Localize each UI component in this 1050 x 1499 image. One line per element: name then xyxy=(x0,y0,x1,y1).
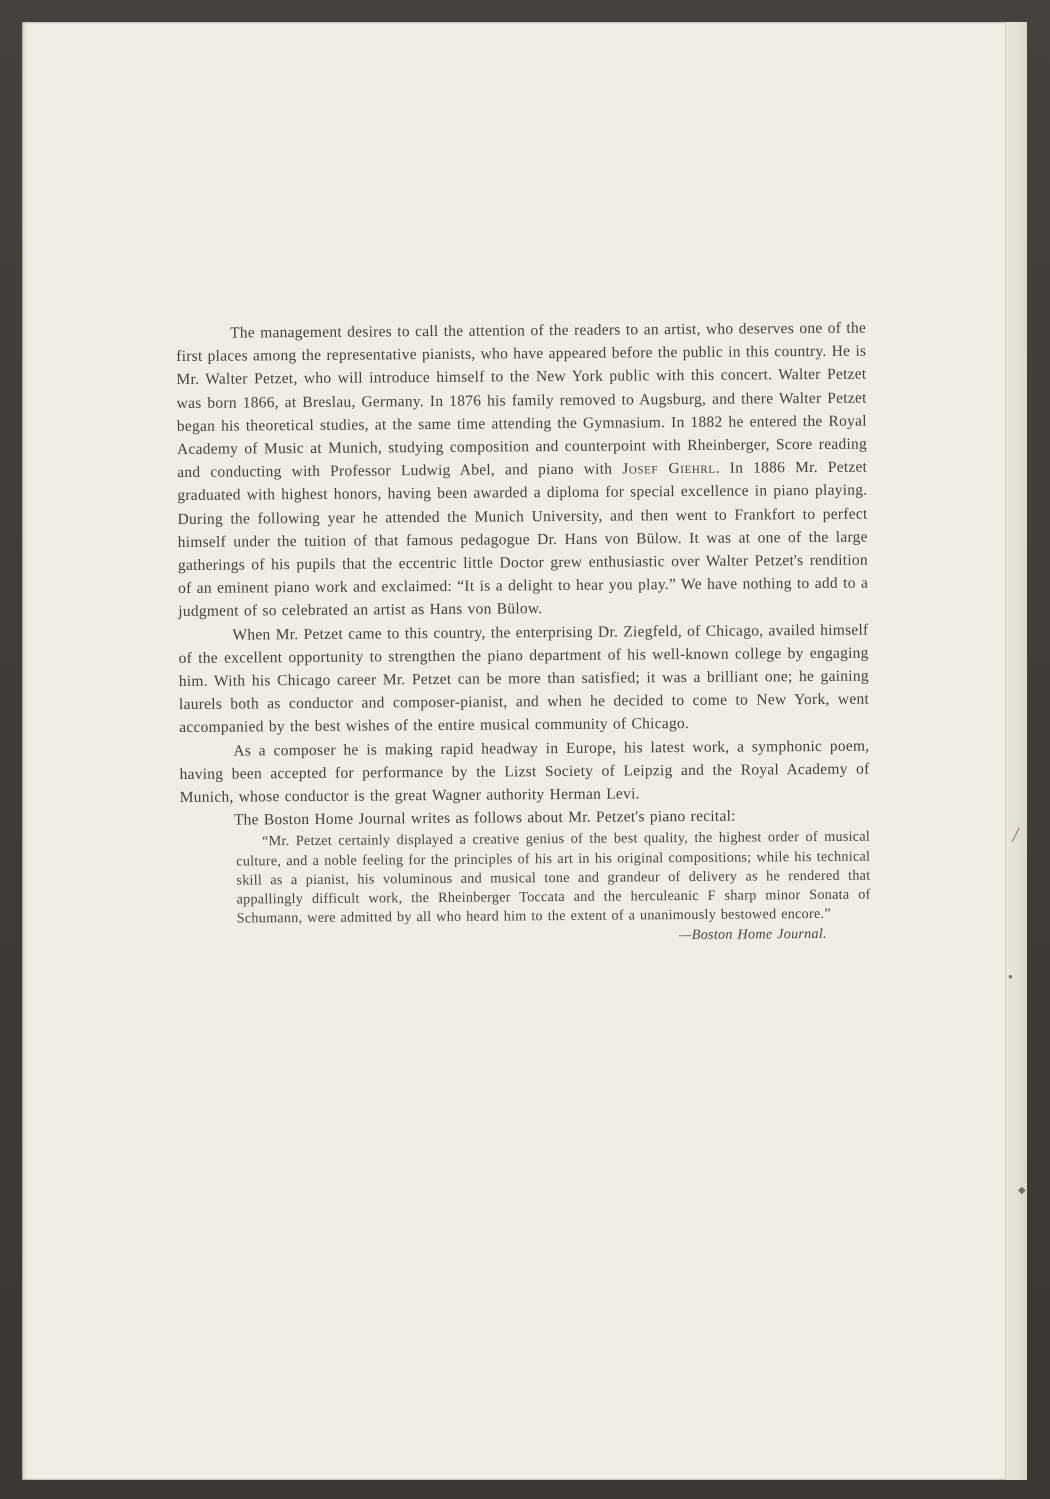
teacher-name: Josef Giehrl xyxy=(622,459,716,478)
quote-attribution: —Boston Home Journal. xyxy=(678,926,827,944)
paragraph-text: . In 1886 Mr. Petzet graduated with highest honors, having been awarded a diploma for special excellence in piano playing. During the following year he attended the Munich University, and then went to Frankfort to perfect himself under the tuition of that famous pedagogue Dr. Hans von Bülow. It was at one of the large gatherings of his pupils that the eccentric little Doctor grew enthusiastic over Walter Petzet's rendition of an eminent piano work and exclaimed: “It is a delight to hear you play.” We have nothing to add to a judgment of so celebrated an artist as Hans von Bülow. xyxy=(177,458,869,621)
paper-fold-strip xyxy=(1005,22,1027,1480)
quote-introduction: The Boston Home Journal writes as follows about Mr. Petzet's piano recital: xyxy=(233,807,736,829)
paragraph-biography xyxy=(176,317,868,624)
paper-shadow-edge xyxy=(22,22,28,1480)
paragraph-text: The management desires to call the attention of the readers to an artist, who deserves one of the first places among the representative pianists, who have appeared before the public in this country. He is Mr. Walter Petzet, who will introduce himself to the New York public with this concert. Walter Petzet was born 1866, at Breslau, Germany. In 1876 his family removed to Augsburg, and there Walter Petzet began his theoretical studies, at the same time attending the Gymnasium. In 1882 he entered the Royal Academy of Music at Munich, studying composition and counterpoint with Rheinberger, Score reading and conducting with Professor Ludwig Abel, and piano with xyxy=(176,319,868,482)
article-body xyxy=(176,317,871,950)
press-quote: “Mr. Petzet certainly displayed a creative genius of the best quality, the highest order of musical culture, and a noble feeling for the principles of his art in his original compositions; while his technical skill as a pianist, his voluminous and musical tone and grandeur of delivery as he rendered that appallingly difficult work, the Rheinberger Toccata and the herculeanic F sharp minor Sonata of Schumann, were admitted by all who heard him to the extent of a unanimously bestowed encore.” xyxy=(236,829,871,927)
paragraph-chicago: When Mr. Petzet came to this country, the enterprising Dr. Ziegfeld, of Chicago, availed himself of the excellent opportunity to strengthen the piano department of his well-known college by engaging him. With his Chicago career Mr. Petzet can be more than satisfied; it was a brilliant one; he gaining laurels both as conductor and composer-pianist, and when he decided to come to New York, went accompanied by the best wishes of the entire musical community of Chicago. xyxy=(178,621,870,737)
paragraph-composer: As a composer he is making rapid headway in Europe, his latest work, a symphonic poem, having been accepted for performance by the Lizst Society of Leipzig and the Royal Academy of Munich, whose conductor is the great Wagner authority Herman Levi. xyxy=(179,737,870,807)
margin-notch: ◆ xyxy=(1018,1185,1026,1196)
margin-dot: ● xyxy=(1008,972,1013,981)
margin-mark: ╱ xyxy=(1012,828,1020,842)
